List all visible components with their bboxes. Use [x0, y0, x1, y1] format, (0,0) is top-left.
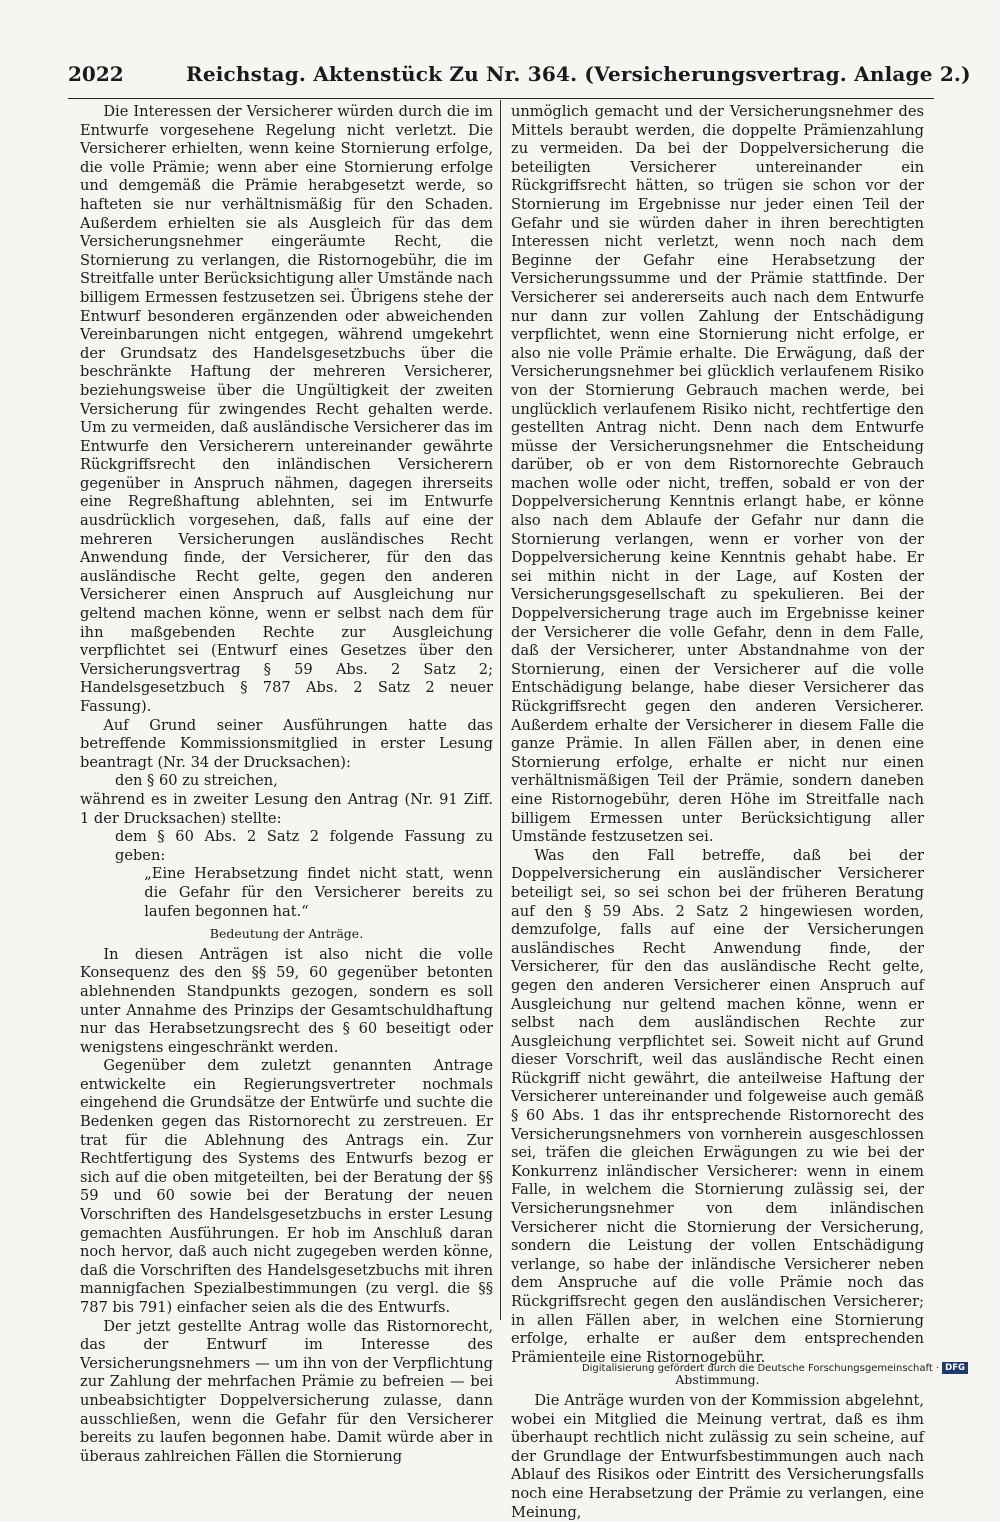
paragraph: Auf Grund seiner Ausführungen hatte das betreffende Kommissionsmitglied in erster Lesung beantragt (Nr. 34 der Drucksachen): — [80, 716, 493, 771]
motion-text: den § 60 zu streichen, — [115, 772, 278, 790]
column-divider — [500, 100, 501, 1320]
motion-text: dem § 60 Abs. 2 Satz 2 folgende Fassung zu geben: — [115, 828, 493, 864]
digitization-footer — [582, 1362, 968, 1374]
left-column — [80, 103, 493, 1466]
paragraph: Die Anträge wurden von der Kommission abgelehnt, wobei ein Mitglied die Meinung vertrat, daß es ihm überhaupt rechtlich nicht zulässig zu sein scheine, auf der Grundlage der Entwurfsbestimmungen auch nach Ablauf des Risikos oder Eintritt des Versicherungsfalls noch eine Herabsetzung der Prämie zu verlangen, eine Meinung, — [511, 1391, 924, 1521]
paragraph: Gegenüber dem zuletzt genannten Antrage entwickelte ein Regierungsvertreter nochmals eingehend die Grundsätze der Entwürfe und suchte die Bedenken gegen das Ristornorecht zu zerstreuen. Er trat für die Ablehnung des Antrags ein. Zur Rechtfertigung des Systems des Entwurfs bezog er sich auf die oben mitgeteilten, bei der Beratung der §§ 59 und 60 sowie bei der Beratung der neuen Vorschriften des Handelsgesetzbuchs in erster Lesung gemachten Ausführungen. Er hob im Anschluß daran noch hervor, daß auch nicht zugegeben werden könne, daß die Vorschriften des Handelsgesetzbuchs mit ihren mannigfachen Spezialbestimmungen (zu vergl. die §§ 787 bis 791) einfacher seien als die des Entwurfs. — [80, 1057, 493, 1316]
section-heading: Abstimmung. — [675, 1372, 760, 1388]
section-heading: Bedeutung der Anträge. — [209, 926, 364, 942]
paragraph: Was den Fall betreffe, daß bei der Doppelversicherung ein ausländischer Versicherer beteiligt sei, so sei schon bei der früheren Beratung auf den § 59 Abs. 2 Satz 2 hingewiesen worden, demzufolge, falls auf eine der Versicherungen ausländisches Recht Anwendung finde, der Versicherer, für den das ausländische Recht gelte, gegen den anderen Versicherer einen Anspruch auf Ausgleichung nur geltend machen könne, wenn er selbst nach dem ausländischen Rechte zur Ausgleichung verpflichtet sei. Soweit nicht auf Grund dieser Vorschrift, weil das ausländische Recht einen Rückgriff nicht gewährt, die anteilweise Haftung der Versicherer untereinander und folgeweise auch gemäß § 60 Abs. 1 das ihr entsprechende Ristornorecht des Versicherungsnehmers von vornherein ausgeschlossen sei, träfen die gleichen Erwägungen zu wie bei der Konkurrenz inländischer Versicherer: wenn in einem Falle, in welchem die Stornierung zulässig sei, der Versicherungsnehmer von dem inländischen Versicherer nicht die Stornierung der Versicherung, sondern die Leistung der vollen Entschädigung verlange, so habe der inländische Versicherer neben dem Anspruche auf die volle Prämie noch das Rückgriffsrecht gegen den ausländischen Versicherer; in allen Fällen aber, in welchen eine Stornierung erfolge, erhalte er außer dem entsprechenden Prämienteile eine Ristornogebühr. — [511, 846, 924, 1366]
paragraph: Die Interessen der Versicherer würden durch die im Entwurfe vorgesehene Regelung nicht verletzt. Die Versicherer erhielten, wenn keine Stornierung erfolge, die volle Prämie; wenn aber eine Stornierung erfolge und demgemäß die Prämie herabgesetzt werde, so hafteten sie nur verhältnismäßig für den Schaden. Außerdem erhielten sie als Ausgleich für das dem Versicherungsnehmer eingeräumte Recht, die Stornierung zu verlangen, die Ristornogebühr, die im Streitfalle unter Berücksichtigung aller Umstände nach billigem Ermessen festzusetzen sei. Übrigens stehe der Entwurf besonderen ergänzenden oder abweichenden Vereinbarungen nicht entgegen, während umgekehrt der Grundsatz des Handelsgesetzbuchs über die beschränkte Haftung der mehreren Versicherer, beziehungsweise über die Ungültigkeit der zweiten Versicherung für zwingendes Recht gehalten werde. Um zu vermeiden, daß ausländische Versicherer das im Entwurfe den Versicherern untereinander gewährte Rückgriffsrecht den inländischen Versicherern gegenüber in Anspruch nähmen, dagegen ihrerseits eine Regreßhaftung ablehnten, sei im Entwurfe ausdrücklich vorgesehen, daß, falls auf eine der mehreren Versicherungen ausländisches Recht Anwendung finde, der Versicherer, für den das ausländische Recht gelte, gegen den anderen Versicherer einen Anspruch auf Ausgleichung nur geltend machen könne, wenn er selbst nach dem für ihn maßgebenden Rechte zur Ausgleichung verpflichtet sei (Entwurf eines Gesetzes über den Versicherungsvertrag § 59 Abs. 2 Satz 2; Handelsgesetzbuch § 787 Abs. 2 Satz 2 neuer Fassung). — [80, 103, 493, 715]
running-title: Reichstag. Aktenstück Zu Nr. 364. (Versicherungsvertrag. Anlage 2.) — [186, 62, 971, 86]
paragraph: unmöglich gemacht und der Versicherungsnehmer des Mittels beraubt werden, die doppelte Prämienzahlung zu vermeiden. Da bei der Doppelversicherung die beteiligten Versicherer untereinander ein Rückgriffsrecht hätten, so trügen sie schon vor der Stornierung im Ergebnisse nur jeder einen Teil der Gefahr und sie würden daher in ihren berechtigten Interessen nicht verletzt, wenn noch nach dem Beginne der Gefahr eine Herabsetzung der Versicherungssumme und der Prämie stattfinde. Der Versicherer sei andererseits auch nach dem Entwurfe nur dann zur vollen Zahlung der Entschädigung verpflichtet, wenn eine Stornierung nicht erfolge, er also nie volle Prämie erhalte. Die Erwägung, daß der Versicherungsnehmer bei glücklich verlaufenem Risiko von der Stornierung Gebrauch machen werde, bei unglücklich verlaufenem Risiko nicht, rechtfertige den gestellten Antrag nicht. Denn nach dem Entwurfe müsse der Versicherungsnehmer die Entscheidung darüber, ob er von dem Ristornorechte Gebrauch machen wolle oder nicht, treffen, sobald er von der Doppelversicherung Kenntnis erlangt habe, er könne also nach dem Ablaufe der Gefahr nur dann die Stornierung verlangen, wenn er vorher von der Doppelversicherung keine Kenntnis gehabt habe. Er sei mithin nicht in der Lage, auf Kosten der Versicherungsgesellschaft zu spekulieren. Bei der Doppelversicherung trage auch im Ergebnisse keiner der Versicherer die volle Gefahr, denn in dem Falle, daß der Versicherer, unter Abstandnahme von der Stornierung, einen der Versicherer auf die volle Entschädigung belange, habe dieser Versicherer das Rückgriffsrecht gegen den anderen Versicherer. Außerdem erhalte der Versicherer in diesem Falle die ganze Prämie. In allen Fällen aber, in denen eine Stornierung erfolge, erhalte er nicht nur einen verhältnismäßigen Teil der Prämie, sondern daneben eine Ristornogebühr, deren Höhe im Streitfalle nach billigem Ermessen unter Berücksichtigung aller Umstände festzusetzen sei. — [511, 103, 924, 846]
page-header — [68, 58, 971, 99]
paragraph: In diesen Anträgen ist also nicht die volle Konsequenz des den §§ 59, 60 gegenüber betonten ablehnenden Standpunkts gezogen, sondern es soll unter Annahme des Prinzips der Gesamtschuldhaftung nur das Herabsetzungsrecht des § 60 beseitigt oder wenigstens eingeschränkt werden. — [80, 945, 493, 1056]
paragraph: während es in zweiter Lesung den Antrag (Nr. 91 Ziff. 1 der Drucksachen) stellte: — [80, 790, 493, 827]
paragraph: Der jetzt gestellte Antrag wolle das Ristornorecht, das der Entwurf im Interesse des Versicherungsnehmers — um ihn von der Verpflichtung zur Zahlung der mehrfachen Prämie zu befreien — bei unbeabsichtigter Doppelversicherung zulasse, dann ausschließen, wenn die Gefahr für den Versicherer bereits zu laufen begonnen habe. Damit würde aber in überaus zahlreichen Fällen die Stornierung — [80, 1317, 493, 1465]
footer-text: Digitalisierung gefördert durch die Deutsche Forschungsgemeinschaft · — [581, 1363, 940, 1374]
dfg-logo: DFG — [942, 1362, 968, 1374]
quoted-text: „Eine Herabsetzung findet nicht statt, wenn die Gefahr für den Versicherer bereits zu laufen begonnen hat.“ — [144, 865, 493, 920]
page-number: 2022 — [68, 62, 124, 86]
right-column — [511, 103, 924, 1522]
